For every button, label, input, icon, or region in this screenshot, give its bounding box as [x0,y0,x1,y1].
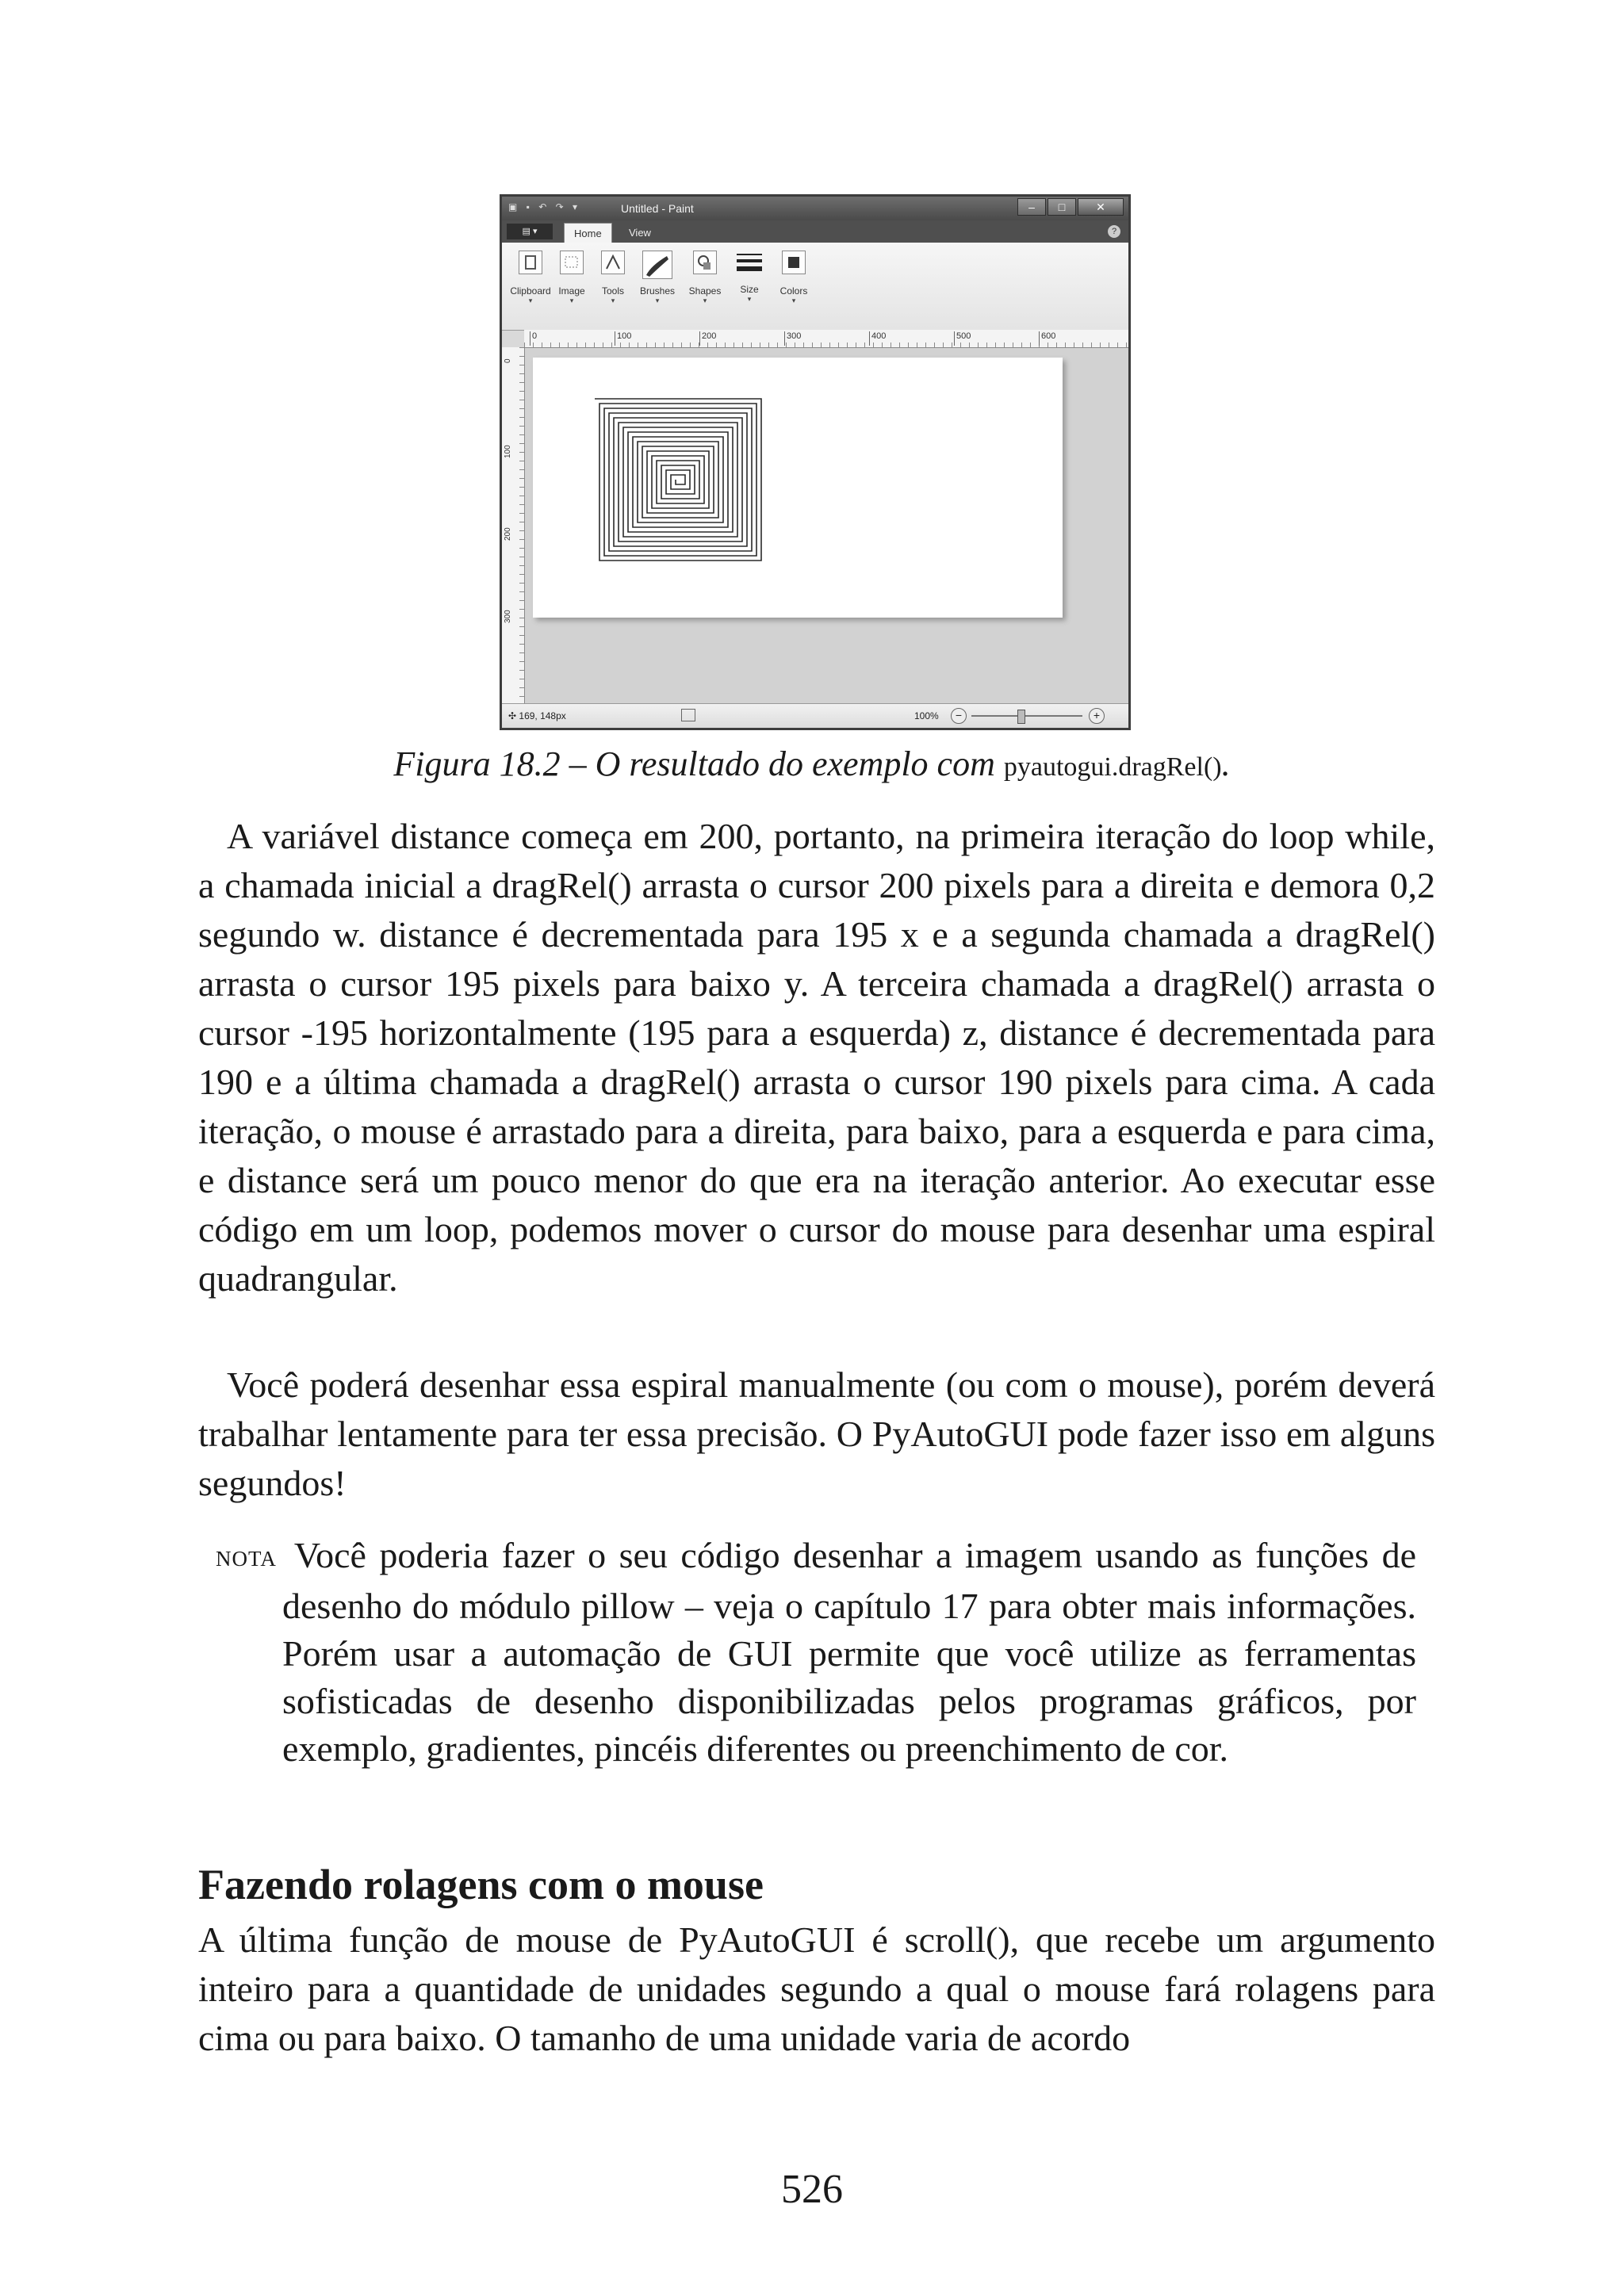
square-spiral-drawing [593,397,763,567]
page-number: 526 [781,2167,843,2212]
brushes-group[interactable] [635,251,680,305]
note-block [216,1532,1416,1773]
ruler-tick: 300 [784,331,801,346]
shapes-icon [693,251,717,274]
line-size-icon [735,251,764,277]
chevron-down-icon: ▾ [703,297,707,304]
status-bar [502,703,1128,728]
brush-icon [642,251,672,279]
ruler-tick: 600 [1039,331,1055,346]
colors-group[interactable] [772,251,816,305]
ruler-tick: 0 [530,331,537,346]
image-group[interactable] [550,251,594,305]
close-button[interactable]: ✕ [1078,198,1124,216]
ruler-tick: 100 [615,331,631,346]
paint-menu-button[interactable]: ▤ ▾ [507,224,553,239]
size-group[interactable] [727,251,772,304]
help-icon[interactable]: ? [1108,225,1120,238]
zoom-in-button[interactable]: + [1089,708,1105,724]
size-label: Size [740,284,759,295]
shapes-label: Shapes [688,285,722,297]
note-text: Você poderia fazer o seu código desenhar a imagem usando as funções de desenho do módulo pillow – veja o capítulo 17 para obter mais informações. Porém usar a automação de GUI permite que você utilize as ferramentas sofisticadas de desenho disponibilizadas pelos programas gráficos, por exemplo, gradientes, pincéis diferentes ou preenchimento de cor. [282,1535,1416,1769]
image-select-icon [560,251,584,274]
ruler-tick: 300 [504,610,512,623]
body-paragraph: A variável distance começa em 200, portanto, na primeira iteração do loop while, a chamada inicial a dragRel() arrasta o cursor 200 pixels para a direita e demora 0,2 segundo w. distance é decrementada para 195 x e a segunda chamada a dragRel() arrasta o cursor 195 pixels para baixo y. A terceira chamada a dragRel() arrasta o cursor -195 horizontalmente (195 para a esquerda) z, distance é decrementada para 190 e a última chamada a dragRel() arrasta o cursor 190 pixels para cima. A cada iteração, o mouse é arrastado para a direita, para baixo, para a esquerda e para cima, e distance será um pouco menor do que era na iteração anterior. Ao executar esse código em um loop, podemos mover o cursor do mouse para desenhar uma espiral quadrangular. [198,816,1435,1299]
colors-label: Colors [779,285,808,297]
chevron-down-icon: ▾ [791,297,796,304]
image-label: Image [558,285,585,297]
zoom-slider-track[interactable] [971,715,1082,717]
body-paragraph: A última função de mouse de PyAutoGUI é scroll(), que recebe um argumento inteiro para a quantidade de unidades segundo a qual o mouse fará rolagens para cima ou para baixo. O tamanho de uma unidade varia de acordo [198,1919,1435,2058]
minimize-button[interactable]: – [1017,198,1046,216]
zoom-out-button[interactable]: − [951,708,967,724]
ruler-tick: 400 [869,331,886,346]
body-paragraph: Você poderá desenhar essa espiral manualmente (ou com o mouse), porém deverá trabalhar lentamente para ter essa precisão. O PyAutoGUI pode fazer isso em alguns segundos! [198,1364,1435,1503]
clipboard-group[interactable] [508,251,553,305]
cursor-position: ✣ 169, 148px [508,710,566,721]
ruler-tick: 500 [954,331,971,346]
tab-view[interactable]: View [629,227,651,239]
horizontal-ruler [524,330,1128,348]
chevron-down-icon: ▾ [611,297,615,304]
caption-end: . [1221,744,1231,783]
canvas-workspace [525,348,1128,704]
shapes-group[interactable] [683,251,727,305]
tab-home[interactable]: Home [564,223,612,243]
color-icon [782,251,806,274]
window-title: Untitled - Paint [621,202,694,215]
tools-group[interactable] [591,251,635,305]
ruler-tick: 100 [504,445,512,458]
zoom-level: 100% [914,710,939,721]
tools-icon [601,251,625,274]
clipboard-icon [519,251,542,274]
selection-size-icon [681,709,695,721]
ruler-tick: 200 [504,527,512,541]
brushes-label: Brushes [639,285,676,297]
ruler-tick: 200 [699,331,716,346]
zoom-slider-thumb[interactable] [1017,710,1025,724]
caption-text: Figura 18.2 – O resultado do exemplo com [393,744,1004,783]
quick-access-toolbar[interactable]: ▣ ▪ ↶ ↷ ▾ [508,201,581,212]
chevron-down-icon: ▾ [528,297,533,304]
drawing-canvas[interactable] [533,358,1063,618]
vertical-ruler [502,347,525,704]
tools-label: Tools [601,285,624,297]
ruler-tick: 0 [504,358,512,363]
chevron-down-icon: ▾ [747,295,752,303]
chevron-down-icon: ▾ [569,297,574,304]
cursor-coords: 169, 148px [519,710,566,721]
clipboard-label: Clipboard [510,285,551,297]
caption-code: pyautogui.dragRel() [1003,752,1222,782]
chevron-down-icon: ▾ [655,297,660,304]
ribbon-tab-bar [502,220,1128,243]
section-heading: Fazendo rolagens com o mouse [198,1861,764,1908]
ribbon [502,243,1128,331]
spiral-line [595,399,761,561]
title-bar [502,197,1128,220]
figure-caption [0,744,1624,784]
paint-screenshot [500,194,1131,730]
maximize-button[interactable]: □ [1048,198,1076,216]
note-label: NOTA [216,1547,277,1571]
